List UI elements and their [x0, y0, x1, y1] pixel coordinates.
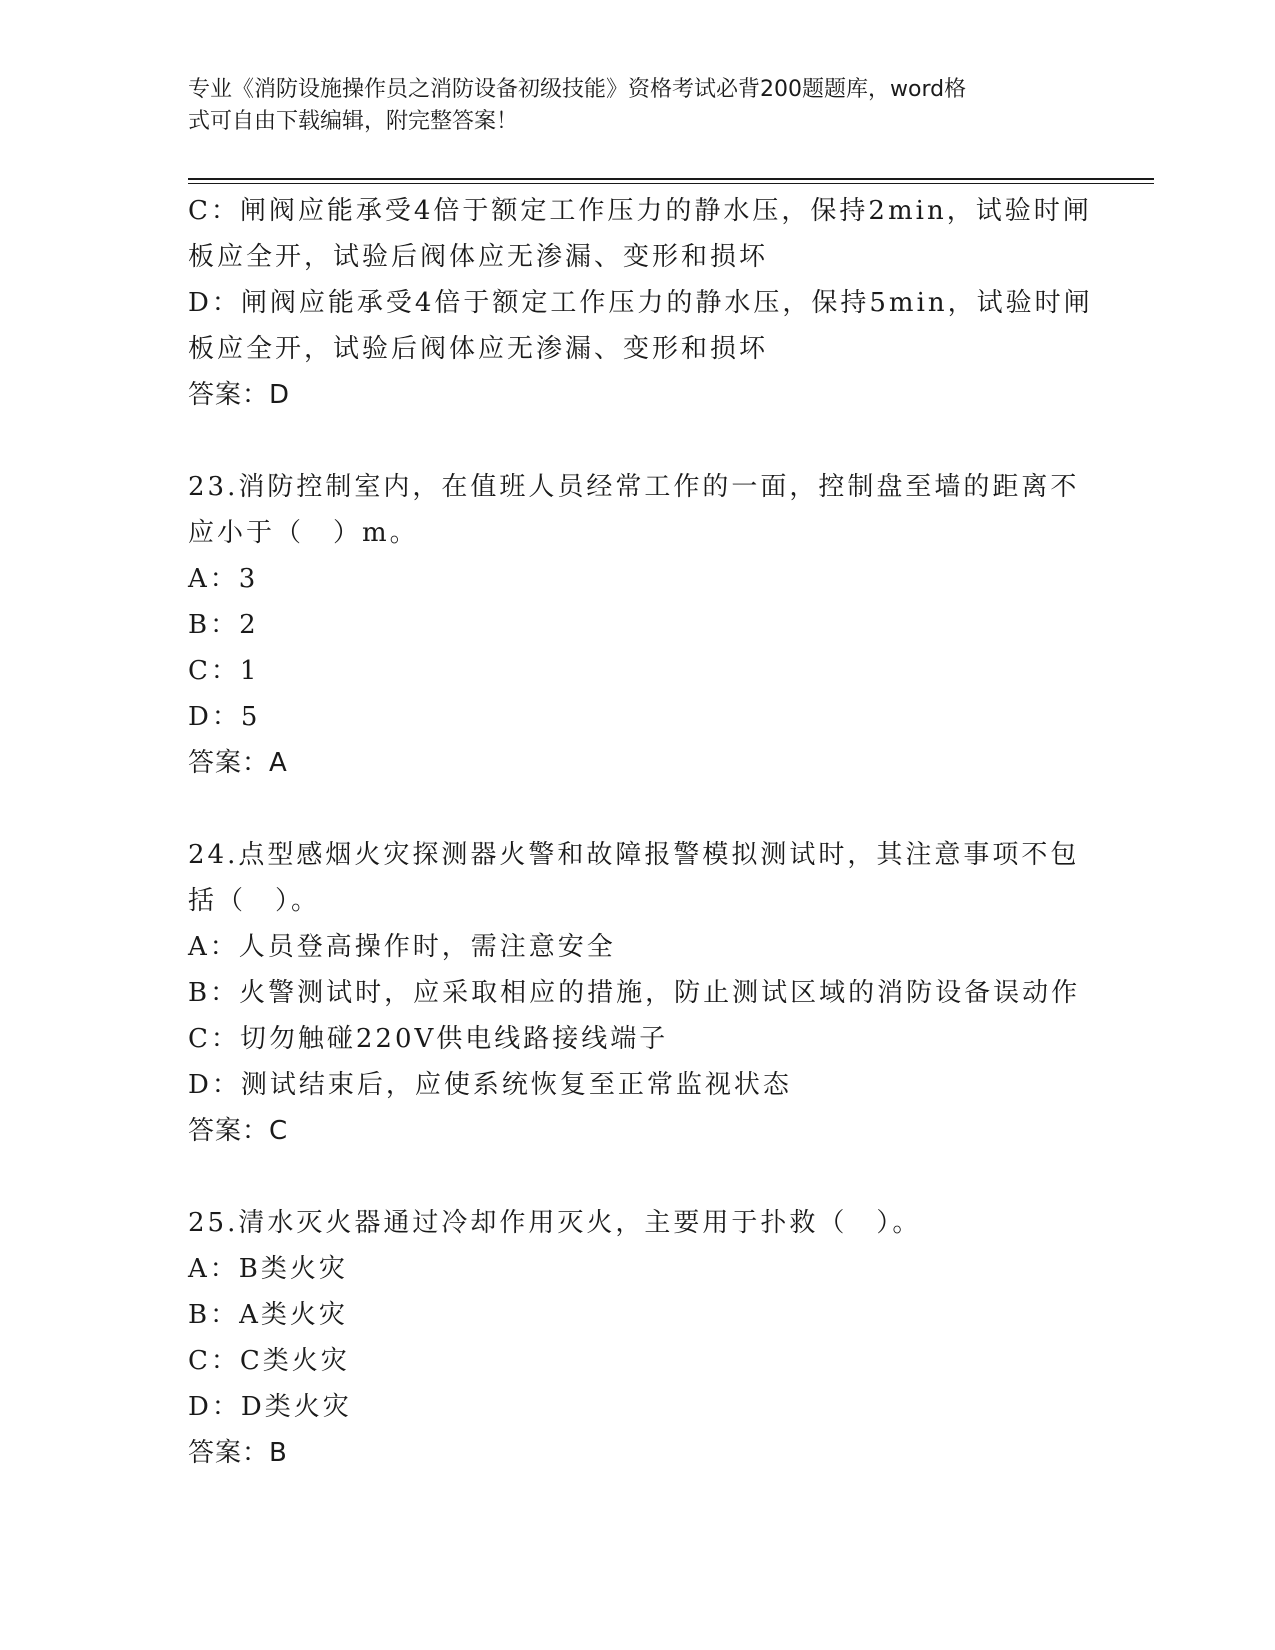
header-divider-thick [188, 178, 1154, 180]
question-stem-line-1: 25.清水灭火器通过冷却作用灭火，主要用于扑救（ ）。 [188, 1208, 922, 1238]
option-b: B：火警测试时，应采取相应的措施，防止测试区域的消防设备误动作 [188, 978, 1081, 1008]
answer: 答案：D [188, 380, 291, 410]
option-a: A：人员登高操作时，需注意安全 [188, 932, 616, 962]
option-a: A：3 [188, 564, 259, 594]
question-24 [188, 832, 1088, 1154]
question-stem-line-2: 括（ ）。 [188, 886, 321, 916]
header-divider-thin [188, 183, 1154, 184]
header-line-1: 专业《消防设施操作员之消防设备初级技能》资格考试必背200题题库，word格 [188, 77, 967, 102]
option-a: A：B类火灾 [188, 1254, 348, 1284]
option-c: C：1 [188, 656, 260, 686]
option-d: D：测试结束后，应使系统恢复至正常监视状态 [188, 1070, 792, 1100]
spacer [188, 418, 1088, 464]
option-d-line-1: D：闸阀应能承受4倍于额定工作压力的静水压，保持5min，试验时闸 [188, 288, 1093, 318]
question-stem-line-2: 应小于（ ）m。 [188, 518, 419, 548]
header-line-2: 式可自由下载编辑，附完整答案！ [188, 109, 519, 134]
option-d: D：5 [188, 702, 261, 732]
document-body [188, 188, 1093, 1476]
question-22 [188, 188, 1093, 418]
spacer [188, 786, 1088, 832]
option-c: C：切勿触碰220V供电线路接线端子 [188, 1024, 669, 1054]
question-stem-line-1: 24.点型感烟火灾探测器火警和故障报警模拟测试时，其注意事项不包 [188, 840, 1080, 870]
question-25 [188, 1200, 1088, 1476]
answer: 答案：A [188, 748, 288, 778]
option-b: B：2 [188, 610, 259, 640]
answer: 答案：B [188, 1438, 288, 1468]
document-header [188, 74, 1068, 138]
option-d: D：D类火灾 [188, 1392, 352, 1422]
option-d-line-2: 板应全开，试验后阀体应无渗漏、变形和损坏 [188, 334, 769, 364]
question-23 [188, 464, 1088, 786]
option-c-line-2: 板应全开，试验后阀体应无渗漏、变形和损坏 [188, 242, 769, 272]
option-c: C：C类火灾 [188, 1346, 350, 1376]
question-stem-line-1: 23.消防控制室内，在值班人员经常工作的一面，控制盘至墙的距离不 [188, 472, 1080, 502]
spacer [188, 1154, 1088, 1200]
option-c-line-1: C：闸阀应能承受4倍于额定工作压力的静水压，保持2min，试验时闸 [188, 196, 1092, 226]
option-b: B：A类火灾 [188, 1300, 348, 1330]
answer: 答案：C [188, 1116, 289, 1146]
